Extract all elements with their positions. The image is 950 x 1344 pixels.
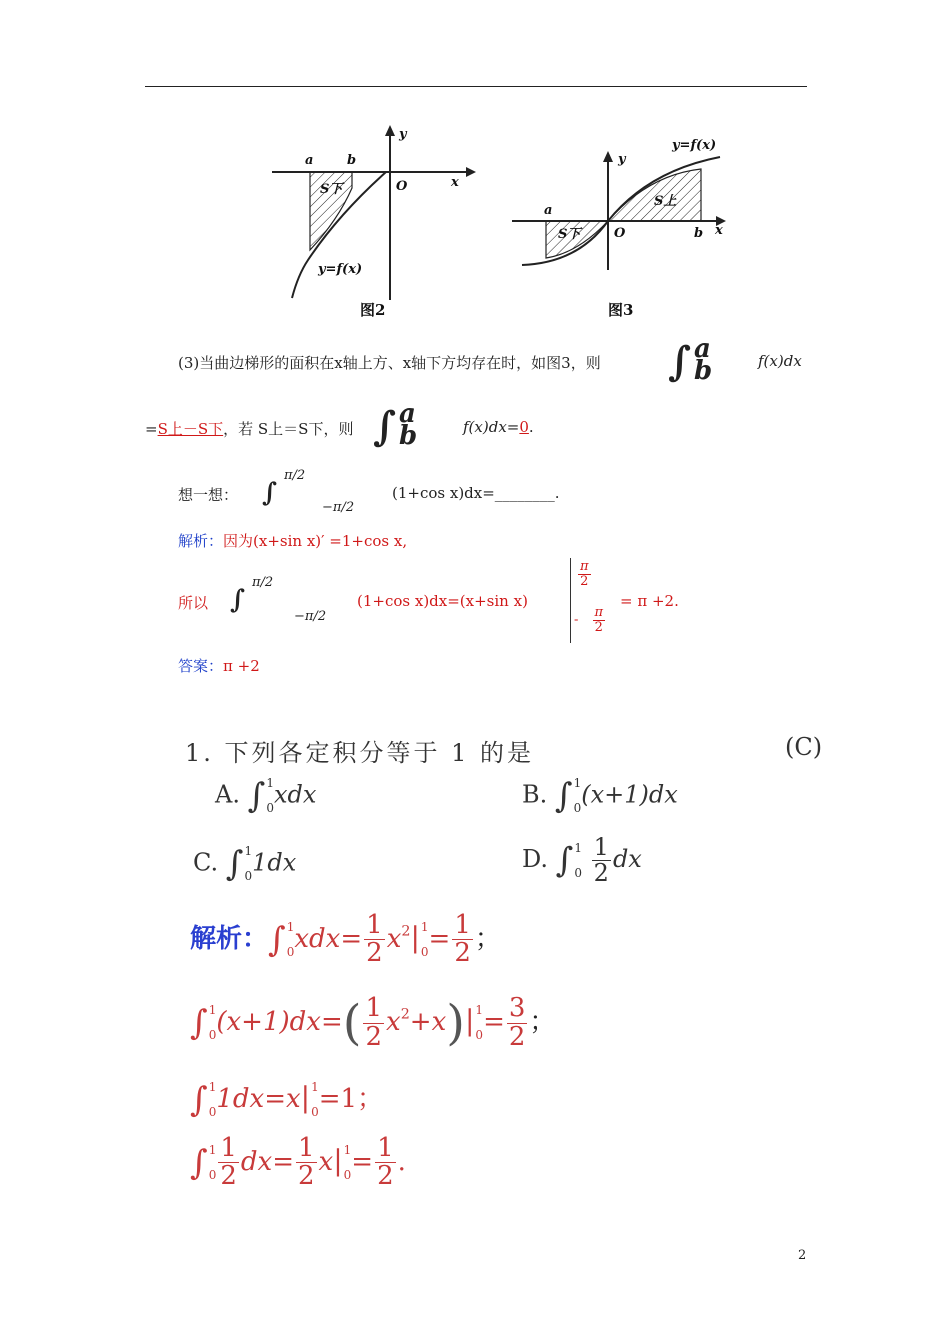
lower-sign: - [574,612,579,628]
eval-bar [570,558,571,643]
label-curve: y=f(x) [672,138,717,153]
answer-blank-1: S上－S下 [157,420,224,438]
eval-bar: | [300,1081,311,1114]
frac-den: 2 [298,1161,315,1192]
lim-low: 0 [475,1028,484,1042]
answer-blank-2: 0 [519,418,529,436]
frac-num: 1 [298,1133,315,1163]
l2-end: ； [529,1007,556,1037]
l2-b: x [386,1007,401,1037]
frac-den: 2 [593,859,609,888]
page-number: 2 [798,1248,807,1263]
lim-low: 0 [208,1028,217,1042]
label-y: y [399,127,407,142]
integral-icon: ∫ [190,1080,208,1120]
frac-num: 1 [366,910,383,940]
lim-low: 0 [343,1167,352,1182]
q1-answer: (C) [785,733,823,761]
integral-sign-1 [668,334,748,386]
option-d [522,835,642,886]
para3-line1 [178,352,601,373]
l1-eq: = [428,923,451,954]
lim-up: 1 [420,919,429,934]
solution-line1 [190,912,501,968]
option-a-expr: xdx [273,780,317,809]
frac-num: 1 [377,1133,394,1163]
label-x: x [451,175,459,190]
integral-icon: ∫ [262,478,278,508]
solution-line2 [190,995,555,1051]
eval-bar: | [464,1004,475,1037]
l1-b: x [386,923,402,954]
integral-icon: ∫ [190,1003,208,1043]
frac-den: 2 [220,1161,237,1192]
caption-fig3: 图3 [608,301,634,319]
analysis-text: 因为(x+sin x)′ =1+cos x, [223,532,408,550]
l3-eq: =1； [318,1084,384,1114]
lim-up: 1 [343,1142,352,1157]
therefore-expr: (1+cos x)dx=(x+sin x) [357,592,528,610]
option-d-expr: dx [612,845,642,874]
lower-limit: b [694,356,713,386]
answer-value: π +2 [223,657,260,675]
upper-limit: a [694,334,711,364]
integral-icon: ∫ [230,585,246,615]
lim-up: 1 [574,840,583,855]
integral-icon: ∫ [668,338,692,385]
caption-fig2: 图2 [360,301,386,319]
para3-integrand1: f(x)dx [758,352,802,370]
figure-2 [268,120,478,325]
label-y: y [618,152,626,167]
frac-den: 2 [365,1021,383,1052]
integral-icon: ∫ [555,840,574,881]
lim-up: 1 [573,776,582,790]
label-s-lower: S下 [558,227,581,242]
square: 2 [401,923,411,940]
think-label: 想一想： [178,486,239,504]
lim-low: 0 [208,1167,217,1182]
upper-den: 2 [580,573,589,589]
frac-num: 1 [454,910,471,940]
integrand2: f(x)dx= [463,418,520,436]
para3-text: (3)当曲边梯形的面积在x轴上方、x轴下方均存在时，如图3，则 [178,354,601,372]
lim-up: 1 [244,844,253,858]
header-rule [145,86,807,87]
option-a-label: A. [215,780,240,809]
para3-line2 [145,418,353,439]
frac-num: 3 [508,993,526,1024]
option-c-label: C. [193,848,219,877]
frac-den: 2 [508,1021,526,1052]
solution-line3 [190,1078,383,1119]
upper-limit: a [399,399,416,429]
lower-limit: b [399,421,418,451]
lim-up: 1 [475,1002,484,1017]
label-origin: O [614,226,626,241]
lower-num: π [594,605,604,620]
para3-integrand2 [463,418,534,436]
l2-eq: = [483,1007,505,1037]
option-b [522,777,678,815]
lim-low: 0 [574,865,583,880]
lim-up: 1 [266,776,274,790]
label-s-upper: S上 [654,194,677,209]
lim-low: 0 [266,801,274,816]
lim-up: 1 [208,1002,217,1017]
l4-b: x [318,1146,334,1177]
integral-icon: ∫ [247,776,266,817]
l2-a: (x+1)dx= [216,1007,343,1037]
integral-icon: ∫ [225,844,244,885]
think-integral [262,468,372,520]
eval-bar: | [333,1143,343,1177]
option-a [215,777,316,815]
eval-upper [576,560,593,588]
lim-low: 0 [286,944,295,959]
l2-c: +x [409,1007,447,1037]
q1-stem: 1. 下列各定积分等于 1 的是 [185,739,535,767]
analysis-line [178,530,407,551]
therefore-result: = π +2. [620,592,679,610]
l1-a: xdx= [294,923,363,954]
paren-close: ) [446,995,465,1051]
label-a: a [544,203,553,218]
label-b: b [347,153,357,168]
lim-low: 0 [420,944,429,959]
lim-up: 1 [208,1079,217,1094]
lim-up: 1 [311,1079,319,1094]
frac-num: 1 [593,833,609,861]
l4-end: . [397,1146,406,1177]
lim-low: 0 [311,1105,319,1119]
frac-den: 2 [377,1161,394,1192]
l3-a: 1dx=x [216,1084,301,1114]
eval-lower [574,606,607,634]
paren-open: ( [342,995,362,1051]
option-d-label: D. [522,845,549,874]
l4-eq: = [351,1146,374,1177]
para3-middle: ，若 S上＝S下，则 [223,420,354,438]
integral-sign-2 [373,399,453,451]
l1-end: ； [474,923,501,954]
upper-num: π [580,559,589,574]
frac-num: 1 [220,1133,237,1163]
option-b-expr: (x+1)dx [581,780,678,809]
upper-limit: π/2 [252,575,274,590]
label-s-lower: S下 [320,182,343,197]
square: 2 [400,1006,410,1023]
figure-3 [508,125,738,325]
label-b: b [694,226,704,241]
upper-limit: π/2 [284,468,306,483]
option-c-expr: 1dx [252,848,297,877]
frac-num: 1 [365,993,383,1024]
lim-low: 0 [208,1105,217,1119]
lim-low: 0 [244,869,253,884]
lim-up: 1 [208,1142,217,1157]
label-x: x [715,223,723,238]
label-origin: O [396,179,408,194]
frac-den: 2 [366,938,383,969]
period: . [528,418,534,436]
answer-label: 答案： [178,657,224,675]
integral-icon: ∫ [373,403,397,450]
lower-limit: −π/2 [294,609,327,624]
label-curve: y=f(x) [318,262,363,277]
analysis-label: 解析： [178,532,224,550]
therefore-label: 所以 [178,594,209,612]
lim-up: 1 [286,919,295,934]
frac-den: 2 [454,938,471,969]
think-expr: (1+cos x)dx=________. [392,484,560,502]
integral-icon: ∫ [190,1142,208,1183]
lower-den: 2 [594,619,603,635]
therefore-integral [230,575,345,630]
integral-icon: ∫ [268,919,286,960]
label-a: a [305,153,314,168]
eq-sign: = [145,420,158,438]
integral-icon: ∫ [554,776,573,817]
solution-label: 解析： [190,923,269,954]
option-b-label: B. [522,780,548,809]
lim-low: 0 [573,801,582,816]
solution-line4 [190,1135,406,1191]
eval-bar: | [410,920,420,954]
answer-line [178,655,260,676]
option-c [193,845,296,883]
l4-a: dx= [240,1146,294,1177]
lower-limit: −π/2 [322,500,355,515]
